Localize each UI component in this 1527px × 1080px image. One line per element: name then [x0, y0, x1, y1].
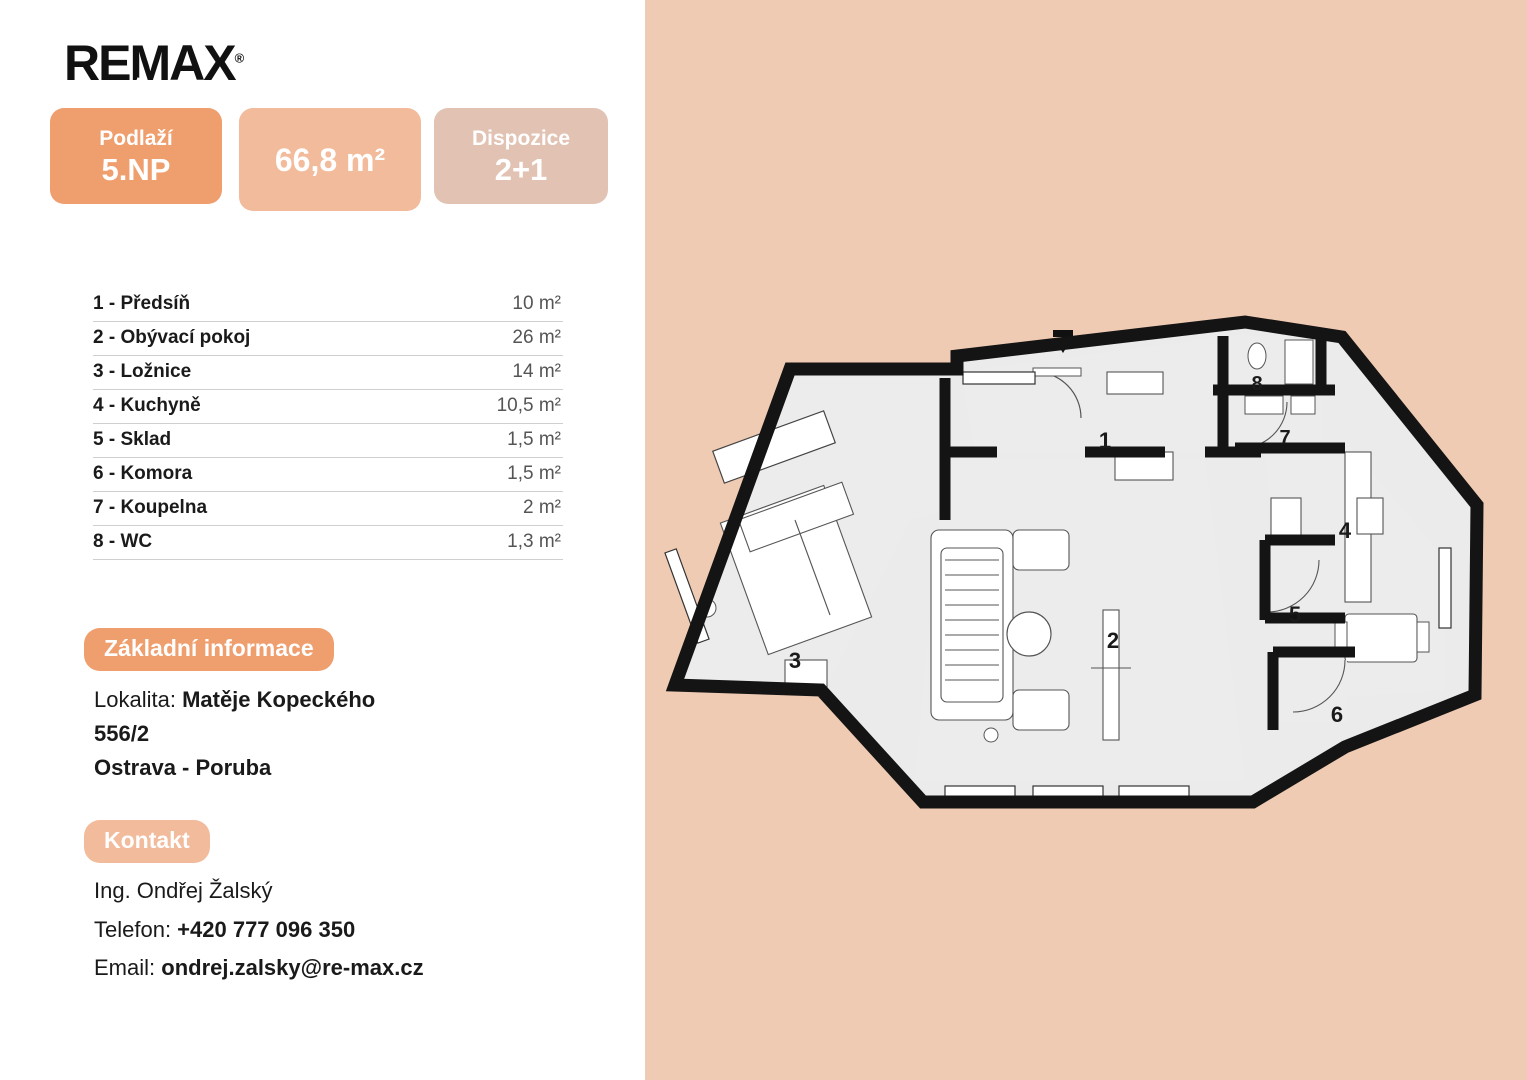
badge-area-value: 66,8 m² — [274, 142, 386, 178]
room-number-2: 2 — [1106, 628, 1120, 653]
contact-email-value[interactable]: ondrej.zalsky@re-max.cz — [161, 955, 424, 980]
room-number-1: 1 — [1098, 428, 1112, 453]
floorplan-drawing — [645, 0, 1527, 1080]
room-list-item — [93, 288, 563, 322]
contact-block — [94, 872, 584, 988]
room-number-5: 5 — [1288, 602, 1302, 627]
section-title-basic-info: Základní informace — [84, 628, 334, 671]
badge-disposition — [434, 108, 608, 204]
badge-disposition-title: Dispozice — [471, 127, 571, 150]
logo-text-max: MAX — [129, 35, 235, 91]
locality-label: Lokalita: — [94, 687, 183, 712]
badge-disposition-value: 2+1 — [494, 152, 548, 188]
room-list-item — [93, 356, 563, 390]
badge-floor — [50, 108, 222, 204]
room-number-6: 6 — [1330, 702, 1344, 727]
room-list-item — [93, 322, 563, 356]
floorplan-panel — [645, 0, 1527, 1080]
info-panel — [0, 0, 645, 1080]
contact-phone-row — [94, 911, 584, 950]
room-2-living-room — [915, 460, 1245, 780]
locality-block — [94, 683, 574, 785]
contact-person: Ing. Ondřej Žalský — [94, 878, 273, 903]
locality-number: 556/2 — [94, 721, 150, 747]
room-area: 1,5 m² — [507, 429, 561, 450]
badge-floor-value: 5.NP — [101, 152, 171, 188]
room-label: 1 - Předsíň — [93, 293, 191, 314]
room-list-item — [93, 458, 563, 492]
room-label: 6 - Komora — [93, 463, 193, 484]
room-label: 7 - Koupelna — [93, 497, 208, 518]
room-number-4: 4 — [1338, 518, 1352, 543]
contact-email-label: Email: — [94, 955, 162, 980]
room-area: 2 m² — [523, 497, 561, 518]
room-list-item — [93, 492, 563, 526]
room-list — [93, 288, 563, 560]
contact-email-row — [94, 949, 584, 988]
room-label: 8 - WC — [93, 531, 153, 552]
room-area: 14 m² — [512, 361, 561, 382]
remax-logo — [64, 35, 243, 91]
room-number-3: 3 — [788, 648, 802, 673]
room-list-item — [93, 390, 563, 424]
room-list-item — [93, 526, 563, 560]
badge-floor-title: Podlaží — [99, 127, 173, 150]
room-label: 2 - Obývací pokoj — [93, 327, 251, 348]
room-label: 5 - Sklad — [93, 429, 172, 450]
room-number-8: 8 — [1251, 373, 1263, 395]
summary-badges — [50, 108, 608, 211]
room-list-item — [93, 424, 563, 458]
contact-phone-value[interactable]: +420 777 096 350 — [177, 916, 356, 942]
room-8-wc — [1219, 336, 1313, 388]
room-number-7: 7 — [1279, 427, 1291, 449]
floorplan-canvas — [645, 0, 1527, 1080]
room-area: 26 m² — [512, 327, 561, 348]
logo-text-re: RE — [64, 35, 130, 91]
room-area: 1,5 m² — [507, 463, 561, 484]
room-area: 1,3 m² — [507, 531, 561, 552]
room-area: 10 m² — [512, 293, 561, 314]
locality-city: Ostrava - Poruba — [94, 755, 272, 781]
logo-registered-mark: ® — [234, 50, 243, 66]
badge-area — [239, 108, 421, 211]
room-label: 4 - Kuchyně — [93, 395, 201, 416]
locality-street: Matěje Kopeckého — [182, 687, 376, 712]
room-area: 10,5 m² — [496, 395, 561, 416]
contact-phone-label: Telefon: — [94, 916, 178, 942]
section-title-contact: Kontakt — [84, 820, 210, 863]
room-label: 3 - Ložnice — [93, 361, 192, 382]
